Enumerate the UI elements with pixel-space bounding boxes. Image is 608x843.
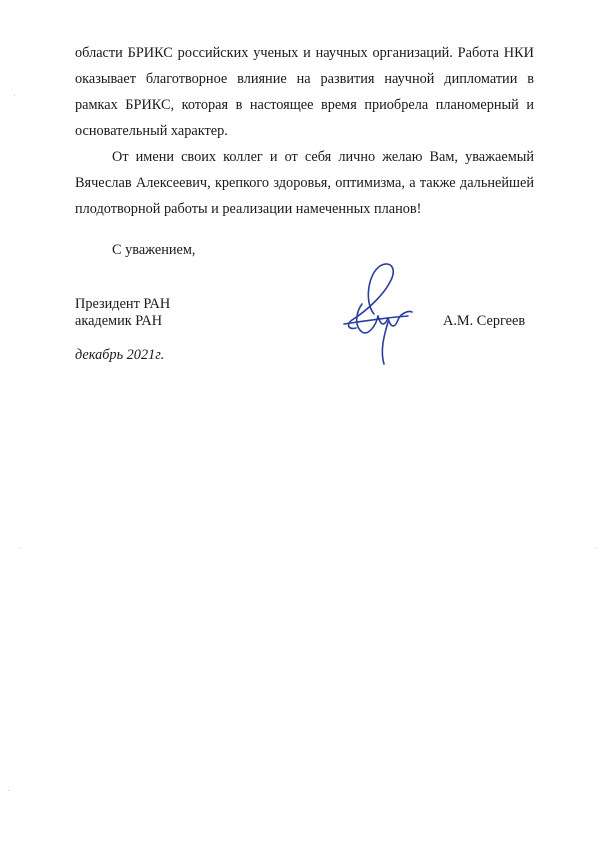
signer-name: А.М. Сергеев: [443, 313, 526, 329]
signer-title-line1: Президент РАН: [75, 296, 171, 312]
paragraph-wishes: От имени своих коллег и от себя лично желаю Вам, уважаемый Вячеслав Алексеевич, крепкого здоровья, оптимизма, а также дальнейшей плодотворной работы и реализации намеченных планов!: [75, 149, 534, 217]
scan-speck: [20, 548, 21, 549]
scan-speck: [596, 548, 597, 549]
signer-title-block: [75, 296, 170, 330]
paragraph-continued: области БРИКС российских ученых и научных организаций. Работа НКИ оказывает благотворное влияние на развития научной дипломатии в рамках БРИКС, которая в настоящее время приобрела планомерный и основательный характер.: [75, 45, 534, 139]
scan-speck: [8, 790, 9, 791]
letter-date: декабрь 2021г.: [75, 347, 165, 363]
closing-phrase: С уважением,: [112, 242, 196, 258]
handwritten-signature: [338, 256, 418, 368]
signer-title-line2: академик РАН: [75, 313, 163, 329]
scan-speck: [14, 95, 15, 96]
letter-body: [75, 40, 534, 222]
